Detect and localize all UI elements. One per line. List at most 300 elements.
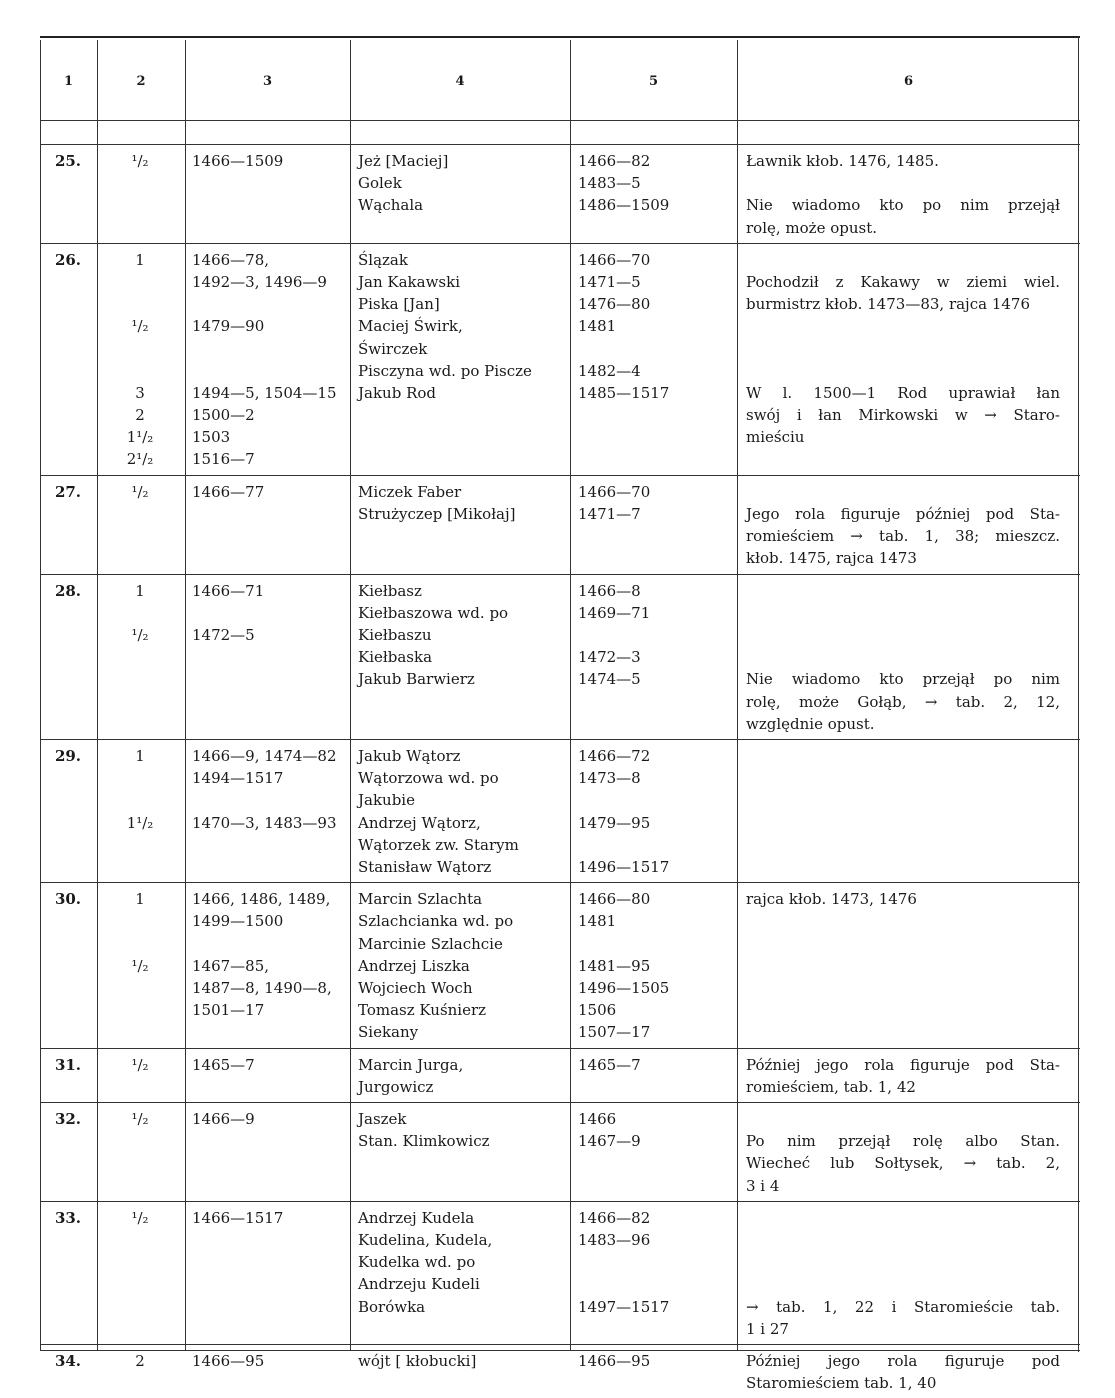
holder-names-cell — [358, 150, 572, 217]
holder-names-cell-line — [358, 547, 572, 569]
share-cell-line: 1 — [135, 747, 145, 765]
share-cell-line — [98, 1130, 182, 1152]
tenure-cell-line: 1466—80 — [578, 890, 651, 909]
share-cell-line — [98, 360, 182, 382]
share-cell-line — [98, 646, 182, 668]
share-cell-line — [98, 525, 182, 547]
years-cell-line — [192, 547, 350, 569]
share-cell-line — [98, 834, 182, 856]
row-number — [40, 580, 96, 602]
years-cell-line — [192, 194, 350, 216]
holder-names-cell-line — [358, 404, 572, 426]
share-cell — [98, 1207, 182, 1340]
years-cell-line — [192, 856, 350, 878]
tenure-cell-line: 1466—70 — [578, 250, 651, 269]
tenure-cell-line: 1465—7 — [578, 1055, 641, 1074]
years-cell-line: 1470—3, 1483—93 — [192, 813, 337, 832]
holder-names-cell-line: wójt [ kłobucki] — [358, 1352, 477, 1370]
holder-names-cell-line: Kiełbasz — [358, 581, 422, 600]
holder-names-cell-line: Jakub Rod — [358, 383, 437, 402]
tenure-cell-line — [578, 1273, 728, 1295]
header-rule — [40, 120, 1080, 121]
years-cell-line — [192, 525, 350, 547]
table-row — [40, 1048, 1080, 1102]
holder-names-cell — [358, 1350, 572, 1394]
table-row — [40, 144, 1080, 243]
row-separator — [40, 144, 1080, 145]
years-cell — [192, 745, 350, 878]
row-number — [40, 481, 96, 503]
tenure-cell-line: 1481 — [578, 912, 617, 931]
years-cell-line — [192, 1175, 350, 1197]
share-cell-line — [98, 547, 182, 569]
row-separator — [40, 882, 1080, 883]
holder-names-cell-line — [358, 1372, 572, 1394]
notes-cell — [746, 1350, 1060, 1394]
row-number-line: 30. — [54, 890, 82, 909]
years-cell-line — [192, 834, 350, 856]
share-cell-line: 3 — [135, 383, 145, 402]
notes-cell-line — [746, 624, 1060, 646]
notes-cell-line: Jego rola figuruje później pod Sta- — [746, 504, 1060, 523]
tenure-cell-line: 1483—5 — [578, 174, 641, 193]
row-number — [40, 1350, 96, 1372]
notes-cell-line: Po nim przejął rolę albo Stan. — [746, 1132, 1060, 1151]
holder-names-cell-line: Jurgowicz — [358, 1077, 434, 1096]
tenure-cell-line — [578, 404, 728, 426]
years-cell-line: 1466—1517 — [192, 1208, 284, 1227]
row-number — [40, 745, 96, 767]
share-cell-line — [98, 713, 182, 735]
share-cell-line — [98, 999, 182, 1021]
share-cell-line: ¹/₂ — [131, 1055, 149, 1074]
notes-cell-line — [746, 1273, 1060, 1295]
holder-names-cell-line: Miczek Faber — [358, 482, 462, 501]
notes-cell-line — [746, 1251, 1060, 1273]
notes-cell-line: względnie opust. — [746, 714, 875, 733]
years-cell-line — [192, 691, 350, 713]
table-row — [40, 739, 1080, 882]
holder-names-cell-line: Świrczek — [358, 339, 428, 358]
share-cell-line — [98, 1076, 182, 1098]
notes-cell — [746, 745, 1060, 878]
holder-names-cell-line: Ślązak — [358, 250, 408, 269]
notes-cell-line: rolę, może opust. — [746, 218, 878, 237]
years-cell — [192, 249, 350, 471]
tenure-cell-line — [578, 933, 728, 955]
notes-cell — [746, 1054, 1060, 1098]
holder-names-cell — [358, 745, 572, 878]
notes-cell-line — [746, 1108, 1060, 1130]
notes-cell-line — [746, 448, 1060, 470]
holder-names-cell-line: Kiełbaszowa wd. po — [358, 603, 509, 622]
tenure-cell-line — [578, 1152, 728, 1174]
row-number — [40, 249, 96, 271]
holder-names-cell-line: Jakub Barwierz — [358, 670, 475, 689]
holder-names-cell-line: Andrzej Wątorz, — [358, 813, 481, 832]
tenure-cell-line — [578, 1318, 728, 1340]
years-cell-line: 1467—85, — [192, 956, 270, 975]
tenure-cell-line: 1471—5 — [578, 272, 641, 291]
column-header-5: 5 — [648, 74, 659, 89]
holder-names-cell-line: Siekany — [358, 1023, 419, 1042]
notes-cell-line — [746, 360, 1060, 382]
share-cell-line — [98, 338, 182, 360]
share-cell-line: 1¹/₂ — [126, 428, 154, 447]
holder-names-cell-line: Jeż [Maciej] — [358, 152, 449, 170]
years-cell-line: 1487—8, 1490—8, — [192, 978, 332, 997]
share-cell — [98, 150, 182, 217]
row-number — [40, 1054, 96, 1076]
row-separator — [40, 739, 1080, 740]
notes-cell-line: burmistrz kłob. 1473—83, rajca 1476 — [746, 295, 1030, 314]
tenure-cell-line: 1497—1517 — [578, 1297, 670, 1316]
tenure-cell-line: 1507—17 — [578, 1023, 651, 1042]
share-cell-line — [98, 1229, 182, 1251]
notes-cell-line — [746, 856, 1060, 878]
column-header-4: 4 — [455, 74, 465, 89]
share-cell-line — [98, 933, 182, 955]
years-cell-line — [192, 668, 350, 690]
share-cell-line — [98, 691, 182, 713]
share-cell-line — [98, 977, 182, 999]
notes-cell-line — [746, 745, 1060, 767]
tenure-cell — [578, 249, 728, 471]
share-cell — [98, 888, 182, 1043]
share-cell-line: 2 — [135, 1352, 145, 1370]
years-cell-line — [192, 1021, 350, 1043]
years-cell-line — [192, 1273, 350, 1295]
holder-names-cell — [358, 888, 572, 1043]
holder-names-cell-line: Andrzej Kudela — [358, 1208, 475, 1227]
tenure-cell-line — [578, 338, 728, 360]
share-cell-line: ¹/₂ — [131, 152, 149, 170]
tenure-cell — [578, 481, 728, 570]
notes-cell-line — [746, 481, 1060, 503]
years-cell-line — [192, 1372, 350, 1394]
tenure-cell — [578, 1207, 728, 1340]
tenure-cell-line: 1472—3 — [578, 648, 641, 667]
years-cell — [192, 888, 350, 1043]
share-cell — [98, 481, 182, 570]
notes-cell-line: Nie wiadomo kto przejął po nim — [746, 670, 1060, 689]
holder-names-cell-line: Wątorzowa wd. po — [358, 769, 499, 788]
tenure-cell-line: 1476—80 — [578, 295, 651, 314]
notes-cell-line: 1 i 27 — [746, 1319, 789, 1338]
row-number-line: 34. — [54, 1352, 82, 1370]
holder-names-cell-line: Pisczyna wd. po Piscze — [358, 361, 532, 380]
row-number-line: 31. — [54, 1055, 82, 1074]
holder-names-cell-line: Wąchala — [358, 196, 424, 215]
tenure-cell-line — [578, 624, 728, 646]
notes-cell-line: Staromieściem tab. 1, 40 — [746, 1374, 937, 1393]
years-cell-line: 1466—95 — [192, 1352, 265, 1370]
holder-names-cell — [358, 249, 572, 471]
notes-cell-line: Wiecheć lub Sołtysek, → tab. 2, — [746, 1154, 1060, 1173]
share-cell-line — [98, 1318, 182, 1340]
holder-names-cell-line: Andrzeju Kudeli — [358, 1275, 480, 1294]
notes-cell — [746, 150, 1060, 239]
holder-names-cell — [358, 1108, 572, 1197]
years-cell-line: 1503 — [192, 428, 231, 447]
tenure-cell-line — [578, 1076, 728, 1098]
years-cell-line: 1466—77 — [192, 482, 265, 501]
holder-names-cell-line: Stanisław Wątorz — [358, 857, 492, 876]
column-header-6: 6 — [903, 74, 914, 89]
years-cell-line — [192, 646, 350, 668]
years-cell — [192, 1207, 350, 1340]
years-cell-line — [192, 1152, 350, 1174]
holder-names-cell-line: Maciej Świrk, — [358, 317, 463, 336]
tenure-cell-line: 1469—71 — [578, 603, 651, 622]
share-cell-line: ¹/₂ — [131, 956, 149, 975]
share-cell-line — [98, 767, 182, 789]
tenure-cell-line: 1466—70 — [578, 482, 651, 501]
holder-names-cell-line: Piska [Jan] — [358, 295, 440, 314]
tenure-cell-line: 1483—96 — [578, 1230, 651, 1249]
years-cell-line — [192, 1130, 350, 1152]
years-cell-line — [192, 1076, 350, 1098]
tenure-cell-line: 1474—5 — [578, 670, 641, 689]
row-number-line: 26. — [54, 250, 82, 269]
share-cell-line — [98, 271, 182, 293]
notes-cell-line — [746, 767, 1060, 789]
notes-cell-line — [746, 812, 1060, 834]
tenure-cell — [578, 1054, 728, 1098]
holder-names-cell-line: Golek — [358, 174, 402, 193]
years-cell-line — [192, 172, 350, 194]
notes-cell-line — [746, 834, 1060, 856]
years-cell-line: 1466—78, — [192, 250, 270, 269]
tenure-cell-line: 1467—9 — [578, 1132, 641, 1151]
table-top-border — [40, 36, 1080, 38]
tenure-cell-line — [578, 525, 728, 547]
share-cell-line — [98, 602, 182, 624]
row-number-line: 27. — [54, 482, 82, 501]
years-cell-line — [192, 293, 350, 315]
row-number-line: 32. — [54, 1110, 82, 1128]
notes-cell — [746, 1207, 1060, 1340]
notes-cell-line — [746, 172, 1060, 194]
notes-cell — [746, 481, 1060, 570]
tenure-cell — [578, 1350, 728, 1394]
share-cell-line: 2¹/₂ — [126, 450, 154, 469]
tenure-cell — [578, 888, 728, 1043]
tenure-cell-line: 1481—95 — [578, 956, 651, 975]
tenure-cell-line: 1471—7 — [578, 504, 641, 523]
years-cell-line: 1492—3, 1496—9 — [192, 272, 327, 291]
tenure-cell-line: 1466 — [578, 1110, 617, 1128]
holder-names-cell-line: Jan Kakawski — [358, 272, 460, 291]
tenure-cell-line — [578, 1175, 728, 1197]
share-cell — [98, 1350, 182, 1394]
share-cell-line — [98, 1175, 182, 1197]
years-cell — [192, 1350, 350, 1394]
holder-names-cell-line: Wątorzek zw. Starym — [358, 835, 519, 854]
tenure-cell — [578, 150, 728, 217]
holder-names-cell-line: Marcinie Szlachcie — [358, 934, 503, 953]
table-row — [40, 1344, 1080, 1398]
notes-cell — [746, 888, 1060, 1043]
notes-cell-line — [746, 999, 1060, 1021]
notes-cell-line: romieściem → tab. 1, 38; mieszcz. — [746, 527, 1060, 546]
share-cell — [98, 249, 182, 471]
notes-cell-line: 3 i 4 — [746, 1176, 780, 1195]
share-cell — [98, 745, 182, 878]
share-cell-line — [98, 910, 182, 932]
notes-cell-line — [746, 646, 1060, 668]
notes-cell-line: rajca kłob. 1473, 1476 — [746, 890, 917, 909]
row-number-line: 33. — [54, 1208, 82, 1227]
column-header-2: 2 — [136, 74, 146, 89]
tenure-cell-line — [578, 1372, 728, 1394]
column-header-1: 1 — [63, 74, 74, 89]
notes-cell-line: Później jego rola figuruje pod — [746, 1352, 1060, 1370]
holder-names-cell-line: Jakub Wątorz — [358, 747, 461, 765]
tenure-cell-line: 1473—8 — [578, 769, 641, 788]
row-separator — [40, 1201, 1080, 1202]
holder-names-cell-line: Andrzej Liszka — [358, 956, 470, 975]
tenure-cell-line: 1485—1517 — [578, 383, 670, 402]
years-cell-line: 1466—71 — [192, 581, 265, 600]
years-cell-line — [192, 713, 350, 735]
years-cell — [192, 150, 350, 217]
row-number-line: 28. — [54, 581, 82, 600]
tenure-cell-line — [578, 426, 728, 448]
tenure-cell-line: 1506 — [578, 1001, 617, 1020]
notes-cell-line — [746, 580, 1060, 602]
holder-names-cell-line — [358, 525, 572, 547]
share-cell-line: ¹/₂ — [131, 625, 149, 644]
tenure-cell-line: 1466—72 — [578, 747, 651, 765]
notes-cell — [746, 1108, 1060, 1197]
years-cell — [192, 481, 350, 570]
table-row — [40, 1102, 1080, 1201]
notes-cell-line — [746, 1207, 1060, 1229]
years-cell — [192, 1054, 350, 1098]
share-cell-line: ¹/₂ — [131, 482, 149, 501]
tenure-cell-line — [578, 448, 728, 470]
notes-cell-line — [746, 249, 1060, 271]
row-separator — [40, 475, 1080, 476]
notes-cell-line: → tab. 1, 22 i Staromieście tab. — [746, 1297, 1060, 1316]
notes-cell-line — [746, 789, 1060, 811]
years-cell-line: 1494—5, 1504—15 — [192, 383, 337, 402]
notes-cell-line — [746, 933, 1060, 955]
years-cell-line: 1499—1500 — [192, 912, 284, 931]
years-cell-line — [192, 360, 350, 382]
years-cell-line: 1466—9, 1474—82 — [192, 747, 337, 765]
holder-names-cell-line: Marcin Jurga, — [358, 1055, 464, 1074]
holder-names-cell — [358, 580, 572, 735]
holder-names-cell-line: Jaszek — [358, 1110, 407, 1128]
notes-cell-line: Ławnik kłob. 1476, 1485. — [746, 152, 939, 170]
tenure-cell-line — [578, 1251, 728, 1273]
share-cell-line — [98, 1372, 182, 1394]
row-number — [40, 1207, 96, 1229]
notes-cell-line: rolę, może Gołąb, → tab. 2, 12, — [746, 692, 1060, 711]
share-cell-line: ¹/₂ — [131, 1208, 149, 1227]
tenure-cell-line: 1496—1517 — [578, 857, 670, 876]
notes-cell-line: kłob. 1475, rajca 1473 — [746, 549, 917, 568]
notes-cell-line — [746, 910, 1060, 932]
tenure-cell-line: 1479—95 — [578, 813, 651, 832]
row-separator — [40, 1344, 1080, 1345]
years-cell-line — [192, 789, 350, 811]
years-cell-line — [192, 1318, 350, 1340]
tenure-cell — [578, 580, 728, 735]
holder-names-cell-line — [358, 1175, 572, 1197]
share-cell-line: 1 — [135, 250, 145, 269]
notes-cell-line: swój i łan Mirkowski w → Staro- — [746, 406, 1060, 425]
share-cell-line — [98, 1152, 182, 1174]
years-cell-line — [192, 602, 350, 624]
holder-names-cell-line — [358, 1152, 572, 1174]
tenure-cell-line: 1496—1505 — [578, 978, 670, 997]
share-cell-line: ¹/₂ — [131, 317, 149, 336]
years-cell-line: 1501—17 — [192, 1001, 265, 1020]
notes-cell-line — [746, 1229, 1060, 1251]
row-number — [40, 888, 96, 910]
notes-cell-line — [746, 977, 1060, 999]
notes-cell — [746, 249, 1060, 471]
tenure-cell-line — [578, 691, 728, 713]
holder-names-cell-line — [358, 691, 572, 713]
notes-cell-line — [746, 1021, 1060, 1043]
years-cell-line — [192, 933, 350, 955]
years-cell-line: 1466, 1486, 1489, — [192, 890, 331, 909]
holder-names-cell-line: Kudelina, Kudela, — [358, 1230, 493, 1249]
share-cell-line — [98, 1296, 182, 1318]
notes-cell-line: Pochodził z Kakawy w ziemi wiel. — [746, 272, 1060, 291]
notes-cell-line: W l. 1500—1 Rod uprawiał łan — [746, 383, 1060, 402]
notes-cell — [746, 580, 1060, 735]
holder-names-cell-line — [358, 448, 572, 470]
years-cell-line: 1500—2 — [192, 406, 255, 425]
tenure-cell-line — [578, 547, 728, 569]
years-cell-line: 1466—1509 — [192, 152, 284, 170]
years-cell — [192, 580, 350, 735]
holder-names-cell-line: Jakubie — [358, 791, 415, 810]
holder-names-cell-line: Wojciech Woch — [358, 978, 473, 997]
years-cell-line: 1516—7 — [192, 450, 255, 469]
share-cell — [98, 1054, 182, 1098]
tenure-cell-line: 1466—82 — [578, 152, 651, 170]
notes-cell-line — [746, 315, 1060, 337]
holder-names-cell — [358, 481, 572, 570]
years-cell-line: 1465—7 — [192, 1055, 255, 1074]
row-separator — [40, 1048, 1080, 1049]
tenure-cell-line — [578, 713, 728, 735]
tenure-cell-line: 1466—95 — [578, 1352, 651, 1370]
years-cell-line: 1472—5 — [192, 625, 255, 644]
share-cell — [98, 580, 182, 735]
share-cell-line — [98, 293, 182, 315]
table-row — [40, 882, 1080, 1047]
years-cell-line — [192, 1229, 350, 1251]
share-cell-line — [98, 172, 182, 194]
holder-names-cell-line — [358, 713, 572, 735]
years-cell-line — [192, 1251, 350, 1273]
notes-cell-line — [746, 602, 1060, 624]
share-cell-line — [98, 856, 182, 878]
table-row — [40, 243, 1080, 475]
share-cell-line — [98, 194, 182, 216]
notes-cell-line: Nie wiadomo kto po nim przejął — [746, 196, 1060, 215]
share-cell-line — [98, 789, 182, 811]
holder-names-cell-line: Borówka — [358, 1297, 426, 1316]
tenure-cell — [578, 1108, 728, 1197]
